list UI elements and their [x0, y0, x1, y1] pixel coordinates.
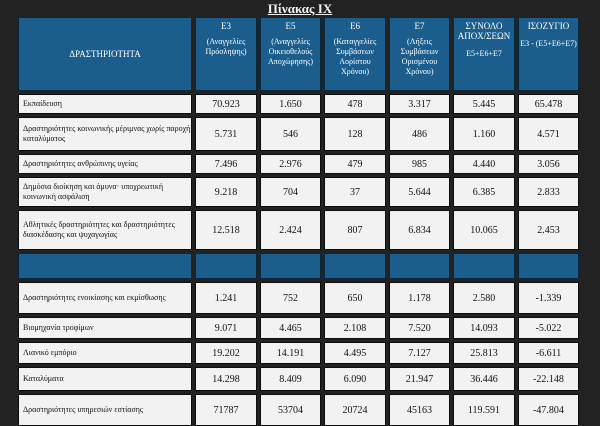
- cell-e3: 5.731: [195, 117, 257, 151]
- cell-e5: 752: [260, 282, 321, 314]
- header-e7-desc: (Λήξεις Συμβάσεων Ορισμένου Χρόνου): [400, 37, 439, 76]
- cell-e3: 12.518: [195, 210, 257, 250]
- header-balance-desc: Ε3 - (Ε5+Ε6+Ε7): [520, 39, 577, 48]
- header-balance: [518, 17, 579, 91]
- cell-e7: 7.520: [389, 317, 450, 339]
- cell-e6: 479: [324, 154, 386, 174]
- cell-e3: 9.218: [195, 177, 257, 207]
- cell-e5: 4.465: [260, 317, 321, 339]
- cell-e3: 1.241: [195, 282, 257, 314]
- cell-activity: Δραστηριότητες κοινωνικής μέριμνας χωρίς παροχή καταλύματος: [18, 117, 192, 151]
- spacer-cell: [453, 253, 515, 279]
- cell-e7: 6.834: [389, 210, 450, 250]
- spacer-cell: [18, 253, 192, 279]
- cell-total: 5.445: [453, 94, 515, 114]
- cell-total: 14.093: [453, 317, 515, 339]
- header-total-desc: Ε5+Ε6+Ε7: [466, 49, 502, 58]
- cell-e5: 53704: [260, 394, 321, 426]
- cell-total: 36.446: [453, 367, 515, 391]
- cell-e6: 37: [324, 177, 386, 207]
- header-e7-code: Ε7: [414, 21, 425, 31]
- cell-balance: 4.571: [518, 117, 579, 151]
- header-e6-desc: (Καταγγελίες Συμβάσεων Αορίστου Χρόνου): [333, 37, 377, 76]
- spacer-cell: [324, 253, 386, 279]
- header-e5-code: Ε5: [285, 21, 296, 31]
- cell-e6: 2.108: [324, 317, 386, 339]
- header-e6: [324, 17, 386, 91]
- cell-activity: Εκπαίδευση: [18, 94, 192, 114]
- cell-e7: 5.644: [389, 177, 450, 207]
- cell-e7: 1.178: [389, 282, 450, 314]
- cell-activity: Δραστηριότητες υπηρεσιών εστίασης: [18, 394, 192, 426]
- cell-e5: 14.191: [260, 342, 321, 364]
- cell-e6: 20724: [324, 394, 386, 426]
- header-activity: [18, 17, 192, 91]
- header-e5-desc: (Αναγγελίες Οικειοθελούς Αποχώρησης): [268, 37, 313, 66]
- cell-balance: -6.611: [518, 342, 579, 364]
- table-title: Πίνακας ΙΧ: [267, 1, 333, 16]
- header-e7: [389, 17, 450, 91]
- header-e5: [260, 17, 321, 91]
- spacer-cell: [518, 253, 579, 279]
- cell-e6: 478: [324, 94, 386, 114]
- cell-e3: 14.298: [195, 367, 257, 391]
- cell-e6: 807: [324, 210, 386, 250]
- header-e3-code: Ε3: [221, 21, 231, 31]
- cell-balance: 2.453: [518, 210, 579, 250]
- cell-e7: 985: [389, 154, 450, 174]
- header-activity-label: ΔΡΑΣΤΗΡΙΟΤΗΤΑ: [69, 49, 141, 59]
- cell-e5: 2.976: [260, 154, 321, 174]
- cell-e7: 45163: [389, 394, 450, 426]
- cell-balance: 2.833: [518, 177, 579, 207]
- cell-activity: Καταλύματα: [18, 367, 192, 391]
- cell-balance: 3.056: [518, 154, 579, 174]
- cell-e7: 3.317: [389, 94, 450, 114]
- cell-total: 4.440: [453, 154, 515, 174]
- header-e3-desc: (Αναγγελίες Πρόσληψης): [205, 37, 247, 56]
- spacer-cell: [389, 253, 450, 279]
- cell-balance: 65.478: [518, 94, 579, 114]
- cell-e3: 9.071: [195, 317, 257, 339]
- header-balance-code: ΙΣΟΖΥΓΙΟ: [527, 21, 570, 31]
- cell-e6: 4.495: [324, 342, 386, 364]
- cell-activity: Αθλητικές δραστηριότητες και δραστηριότητες διασκέδασης και ψυχαγωγίας: [18, 210, 192, 250]
- cell-e7: 7.127: [389, 342, 450, 364]
- cell-total: 119.591: [453, 394, 515, 426]
- header-total: [453, 17, 515, 91]
- cell-e5: 704: [260, 177, 321, 207]
- cell-e3: 19.202: [195, 342, 257, 364]
- cell-activity: Λιανικό εμπόριο: [18, 342, 192, 364]
- cell-e6: 6.090: [324, 367, 386, 391]
- cell-e3: 70.923: [195, 94, 257, 114]
- cell-balance: -1.339: [518, 282, 579, 314]
- cell-e5: 8.409: [260, 367, 321, 391]
- cell-balance: -22.148: [518, 367, 579, 391]
- cell-e5: 1.650: [260, 94, 321, 114]
- cell-activity: Δραστηριότητες ενοικίασης και εκμίσθωσης: [18, 282, 192, 314]
- cell-total: 2.580: [453, 282, 515, 314]
- cell-total: 10.065: [453, 210, 515, 250]
- cell-e5: 546: [260, 117, 321, 151]
- header-e3: [195, 17, 257, 91]
- cell-e7: 486: [389, 117, 450, 151]
- spacer-cell: [195, 253, 257, 279]
- cell-e7: 21.947: [389, 367, 450, 391]
- cell-balance: -47.804: [518, 394, 579, 426]
- spacer-cell: [260, 253, 321, 279]
- cell-e3: 71787: [195, 394, 257, 426]
- data-table: [18, 17, 579, 426]
- cell-e6: 128: [324, 117, 386, 151]
- header-e6-code: Ε6: [350, 21, 360, 31]
- cell-activity: Δραστηριότητες ανθρώπινης υγείας: [18, 154, 192, 174]
- cell-total: 6.385: [453, 177, 515, 207]
- cell-e3: 7.496: [195, 154, 257, 174]
- cell-activity: Δημόσια διοίκηση και άμυνα· υποχρεωτική κοινωνική ασφάλιση: [18, 177, 192, 207]
- cell-total: 1.160: [453, 117, 515, 151]
- cell-balance: -5.022: [518, 317, 579, 339]
- cell-activity: Βιομηχανία τροφίμων: [18, 317, 192, 339]
- cell-e6: 650: [324, 282, 386, 314]
- cell-e5: 2.424: [260, 210, 321, 250]
- cell-total: 25.813: [453, 342, 515, 364]
- header-total-code: ΣΥΝΟΛΟ ΑΠΟΧ/ΣΕΩΝ: [457, 21, 511, 41]
